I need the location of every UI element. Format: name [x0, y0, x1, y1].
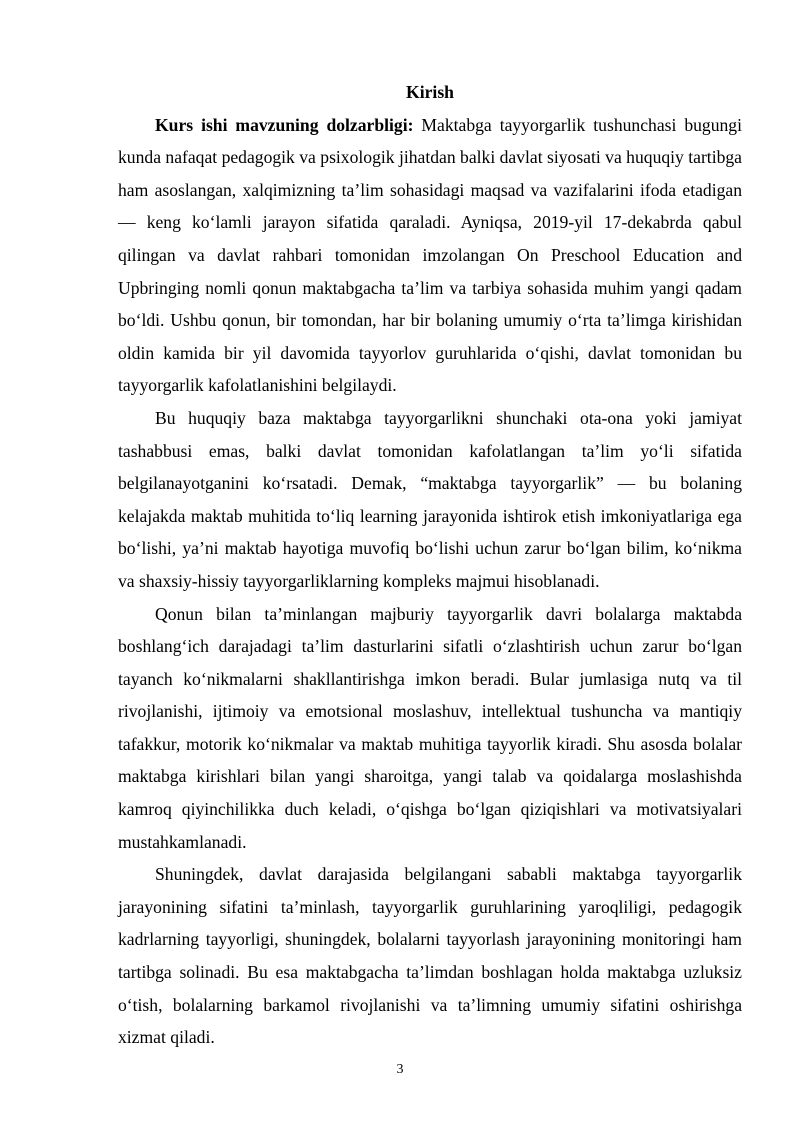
paragraph-text: Maktabga tayyorgarlik tushunchasi bugungi kunda nafaqat pedagogik va psixologik jihatdan balki davlat siyosati va huquqiy tartibga ham asoslangan, xalqimizning ta’lim sohasidagi maqsad va vazifalarini ifoda etadigan — keng ko‘lamli jarayon sifatida qaraladi. Ayniqsa, 2019-yil 17-dekabrda qabul qilingan va davlat rahbari tomonidan imzolangan On Preschool Education and Upbringing nomli qonun maktabgacha ta’lim va tarbiya sohasida muhim yangi qadam bo‘ldi. Ushbu qonun, bir tomondan, har bir bolaning umumiy o‘rta ta’limga kirishidan oldin kamida bir yil davomida tayyorlov guruhlarida o‘qishi, davlat tomonidan bu tayyorgarlik kafolatlanishini belgilaydi.: [118, 114, 742, 396]
paragraph-legal-basis: Bu huquqiy baza maktabga tayyorgarlikni shunchaki ota-ona yoki jamiyat tashabbusi emas, balki davlat tomonidan kafolatlangan ta’lim yo‘li sifatida belgilanayotganini ko‘rsatadi. Demak, “maktabga tayyorgarlik” — bu bolaning kelajakda maktab muhitida to‘liq learning jarayonida ishtirok etish imkoniyatlariga ega bo‘lishi, ya’ni maktab hayotiga muvofiq bo‘lishi uchun zarur bo‘lgan bilim, ko‘nikma va shaxsiy-hissiy tayyorgarliklarning kompleks majmui hisoblanadi.: [118, 407, 742, 591]
page-content: [118, 76, 742, 1054]
paragraph-lead-heading: Kurs ishi mavzuning dolzarbligi:: [155, 114, 414, 135]
paragraph-mandatory-period: Qonun bilan ta’minlangan majburiy tayyorgarlik davri bolalarga maktabda boshlang‘ich darajadagi ta’lim dasturlarini sifatli o‘zlashtirish uchun zarur bo‘lgan tayanch ko‘nikmalarni shakllantirishga imkon beradi. Bular jumlasiga nutq va til rivojlanishi, ijtimoiy va emotsional moslashuv, intellektual tushuncha va mantiqiy tafakkur, motorik ko‘nikmalar va maktab muhitiga tayyorlik kiradi. Shu asosda bolalar maktabga kirishlari bilan yangi sharoitga, yangi talab va qoidalarga moslashishda kamroq qiyinchilikka duch keladi, o‘qishga bo‘lgan qiziqishlari va motivatsiyalari mustahkamlanadi.: [118, 603, 742, 852]
section-title: Kirish: [406, 82, 454, 102]
paragraph-state-level: Shuningdek, davlat darajasida belgilangani sababli maktabga tayyorgarlik jarayonining sifatini ta’minlash, tayyorgarlik guruhlarining yaroqliligi, pedagogik kadrlarning tayyorligi, shuningdek, bolalarni tayyorlash jarayonining monitoringi ham tartibga solinadi. Bu esa maktabgacha ta’limdan boshlagan holda maktabga uzluksiz o‘tish, bolalarning barkamol rivojlanishi va ta’limning umumiy sifatini oshirishga xizmat qiladi.: [118, 864, 742, 1048]
page-number: 3: [396, 1062, 404, 1077]
paragraph-relevance: [118, 109, 742, 402]
